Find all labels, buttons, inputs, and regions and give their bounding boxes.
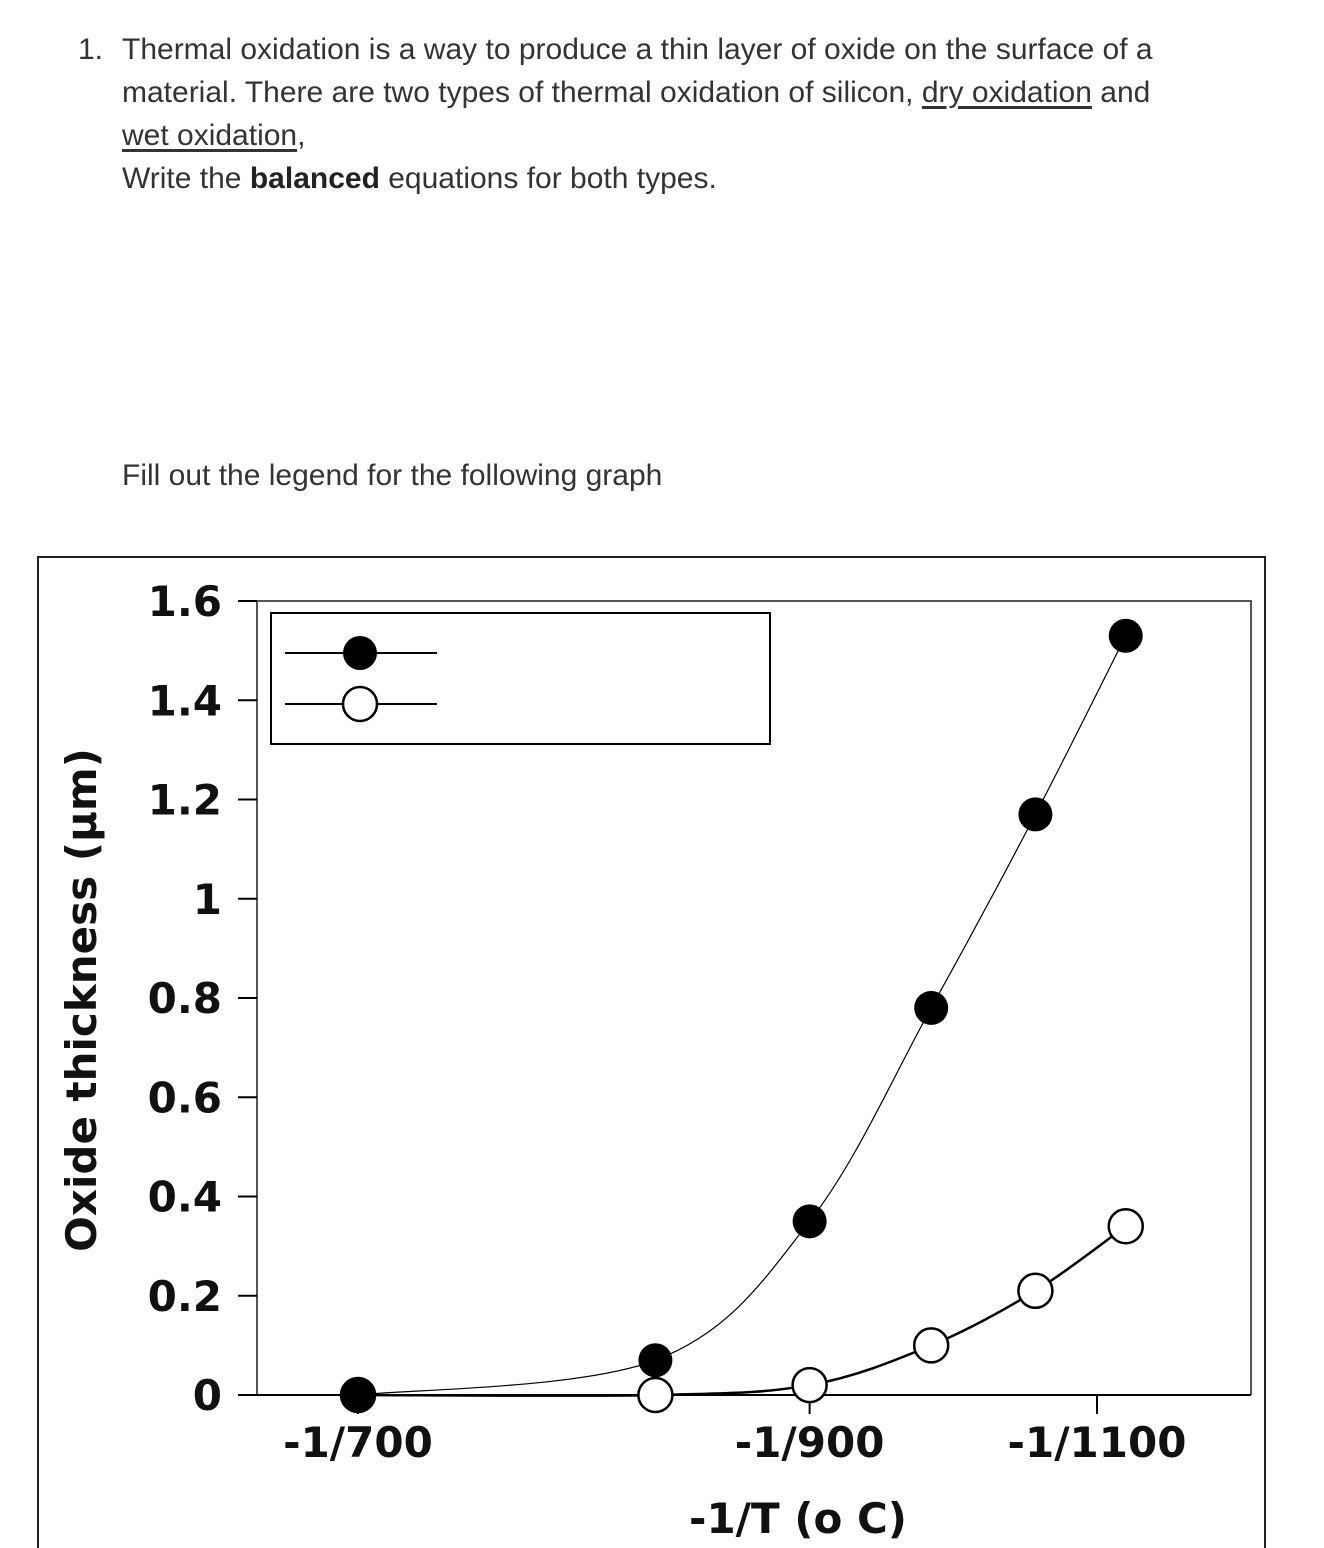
write-prefix: Write the bbox=[122, 162, 242, 195]
open-data-point bbox=[1018, 1274, 1052, 1308]
filled-data-point bbox=[1109, 619, 1143, 653]
and-word: and bbox=[1100, 76, 1151, 109]
filled-series-line bbox=[358, 636, 1126, 1395]
y-tick-label: 1 bbox=[192, 874, 222, 924]
x-axis-ticks bbox=[283, 1395, 1186, 1467]
x-tick-label: -1/1100 bbox=[1007, 1418, 1187, 1467]
legend bbox=[271, 613, 770, 744]
open-data-point bbox=[914, 1328, 948, 1362]
y-tick-label: 0 bbox=[192, 1371, 222, 1420]
open-data-point bbox=[793, 1368, 827, 1402]
filled-data-point bbox=[341, 1378, 375, 1412]
y-tick-label: 0.2 bbox=[147, 1271, 222, 1321]
legend-box bbox=[271, 613, 770, 744]
dry-oxidation-term: dry oxidation bbox=[921, 76, 1092, 109]
y-tick-label: 0.6 bbox=[147, 1073, 222, 1123]
balanced-word: balanced bbox=[249, 162, 380, 195]
question-number: 1. bbox=[78, 33, 104, 66]
x-tick-label: -1/900 bbox=[734, 1418, 885, 1467]
y-axis-title: Oxide thickness (μm) bbox=[57, 748, 106, 1252]
y-tick-label: 0.4 bbox=[147, 1172, 222, 1222]
legend-marker-open bbox=[343, 687, 377, 721]
x-axis-title: -1/T (o C) bbox=[689, 1494, 907, 1543]
open-data-point bbox=[638, 1378, 672, 1412]
x-tick-label: -1/700 bbox=[283, 1418, 433, 1467]
filled-data-point bbox=[1018, 797, 1052, 831]
write-suffix: equations for both types. bbox=[388, 162, 717, 195]
legend-instruction: Fill out the legend for the following graph bbox=[122, 459, 663, 492]
filled-data-point bbox=[793, 1204, 827, 1238]
filled-data-point bbox=[914, 991, 948, 1025]
legend-marker-filled bbox=[343, 636, 377, 670]
y-tick-label: 0.8 bbox=[147, 974, 222, 1023]
comma: , bbox=[297, 119, 306, 152]
y-tick-label: 1.4 bbox=[147, 676, 222, 726]
open-data-point bbox=[1109, 1209, 1143, 1243]
y-tick-label: 1.6 bbox=[147, 577, 222, 626]
filled-data-point bbox=[638, 1343, 672, 1377]
wet-oxidation-term: wet oxidation bbox=[122, 119, 298, 152]
open-series-line bbox=[358, 1226, 1126, 1395]
y-tick-label: 1.2 bbox=[147, 775, 222, 825]
y-axis-ticks bbox=[148, 577, 257, 1420]
question-sentence: Thermal oxidation is a way to produce a thin layer of oxide on the surface of a material. There are two types of thermal oxidation of silicon, bbox=[122, 33, 1153, 109]
